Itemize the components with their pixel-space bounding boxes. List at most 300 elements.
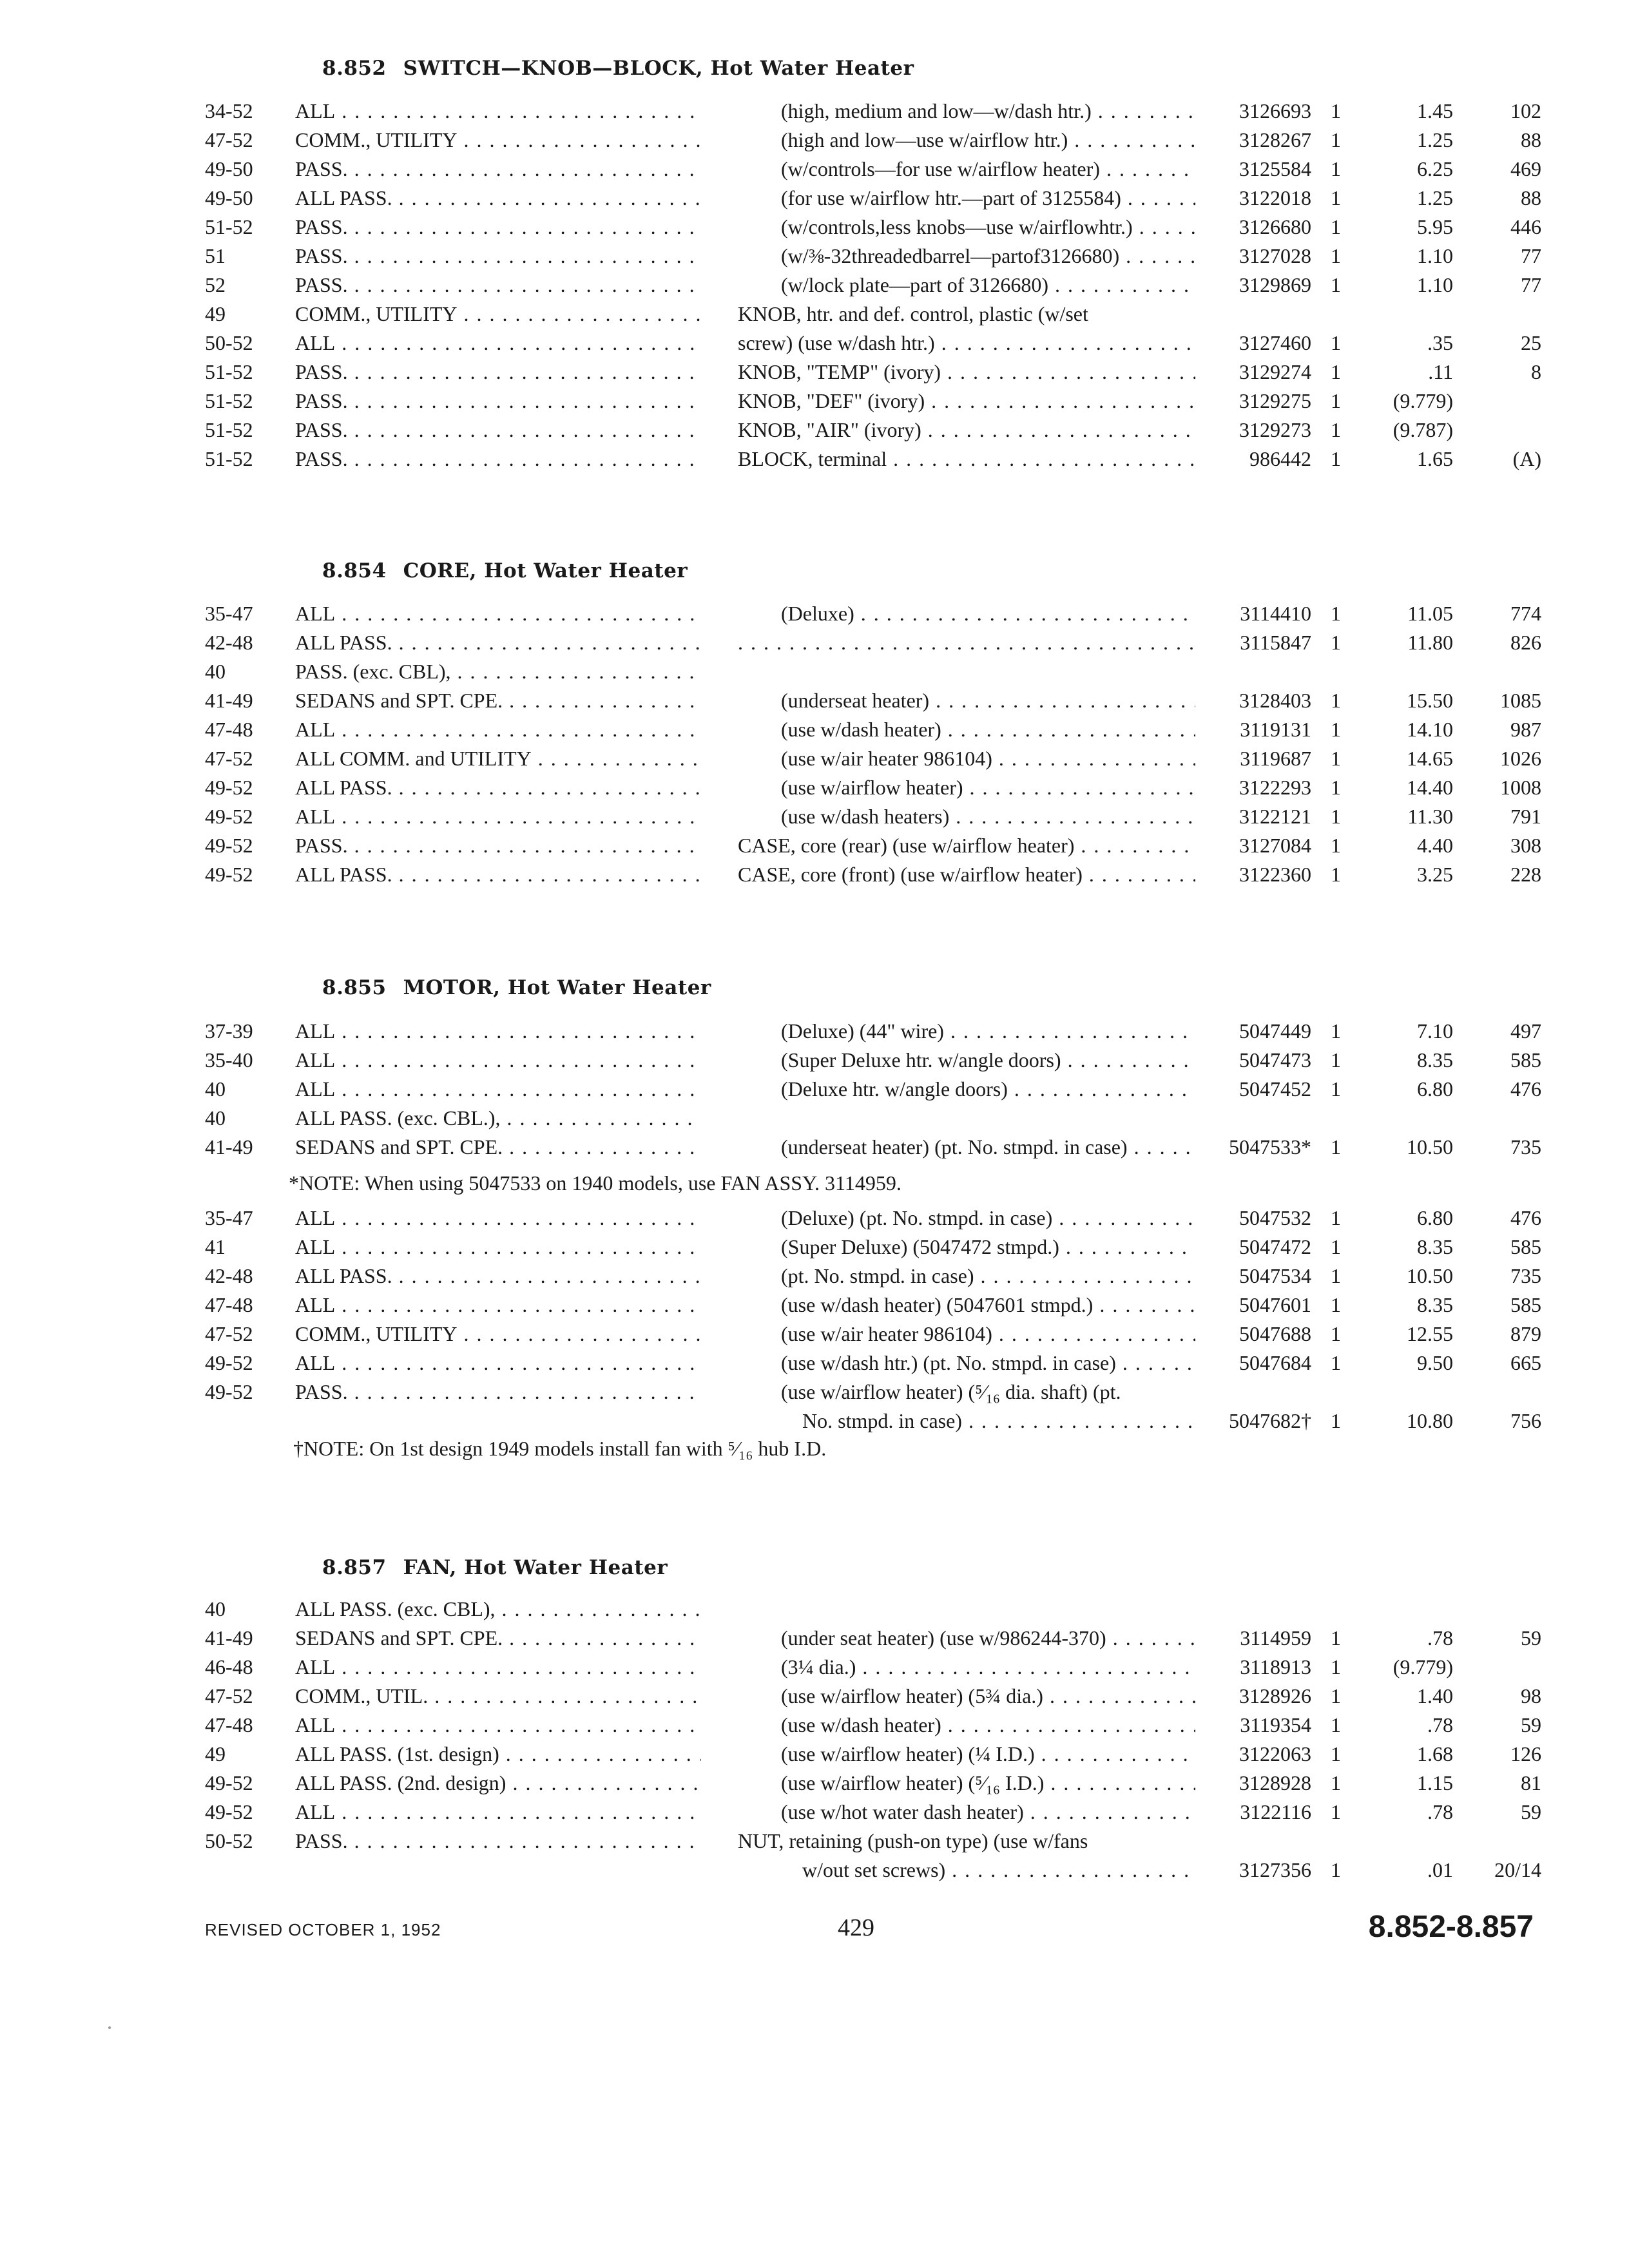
- model-years: 49-52: [205, 805, 253, 828]
- model-text: ALL . . .: [295, 1046, 701, 1075]
- list-price: 8: [1531, 360, 1541, 383]
- price: 1.25: [1417, 128, 1453, 151]
- description-text: CASE, core (rear) (use w/airflow heater) . . .: [738, 831, 1195, 860]
- list-price: 228: [1510, 863, 1541, 886]
- part-number: 3129869: [1239, 273, 1311, 296]
- quantity: 1: [1331, 273, 1341, 296]
- table-row: [0, 184, 1629, 213]
- description-text: (Deluxe) (44" wire) . . .: [781, 1017, 1195, 1046]
- description-text: [738, 628, 1195, 657]
- model-text: PASS. . . .: [295, 445, 701, 474]
- model-text: COMM., UTIL. . . .: [295, 1682, 701, 1711]
- quantity: 1: [1331, 1626, 1341, 1649]
- model-years: 42-48: [205, 1264, 253, 1287]
- model-text: ALL PASS. (2nd. design) . . .: [295, 1769, 701, 1798]
- model-application: [295, 242, 701, 271]
- quantity: 1: [1331, 776, 1341, 799]
- description-text: (w/controls—for use w/airflow heater) . . .: [781, 155, 1195, 184]
- model-years: 49-52: [205, 834, 253, 857]
- part-description: [738, 329, 1195, 358]
- model-years: 35-47: [205, 1206, 253, 1229]
- quantity: 1: [1331, 1713, 1341, 1736]
- part-number: 3126680: [1239, 215, 1311, 238]
- footnote-star: *NOTE: When using 5047533 on 1940 models, use FAN ASSY. 3114959.: [289, 1171, 901, 1195]
- part-number: 3122063: [1239, 1742, 1311, 1765]
- table-row: [0, 744, 1629, 773]
- table-row: [0, 1233, 1629, 1262]
- list-price: 665: [1510, 1351, 1541, 1374]
- model-application: [295, 831, 701, 860]
- model-text: ALL . . .: [295, 1233, 701, 1262]
- model-text: ALL . . .: [295, 599, 701, 628]
- table-row: [0, 1046, 1629, 1075]
- table-row: [0, 1740, 1629, 1769]
- model-text: ALL PASS. (exc. CBL.), . . .: [295, 1104, 701, 1133]
- description-text: screw) (use w/dash htr.) . . .: [738, 329, 1195, 358]
- model-application: [295, 802, 701, 831]
- quantity: 1: [1331, 1077, 1341, 1100]
- table-row: [0, 1407, 1629, 1436]
- model-years: 51-52: [205, 215, 253, 238]
- footnote-dagger: †NOTE: On 1st design 1949 models install fan with ⁵⁄₁₆ hub I.D.: [293, 1437, 827, 1460]
- part-number: 3127028: [1239, 244, 1311, 267]
- description-text: (high, medium and low—w/dash htr.) . . .: [781, 97, 1195, 126]
- page-number: 429: [838, 1914, 874, 1941]
- model-application: [295, 1711, 701, 1740]
- list-price: (A): [1512, 447, 1541, 470]
- model-text: PASS. . . .: [295, 1378, 701, 1407]
- description-text: (use w/dash htr.) (pt. No. stmpd. in case) . . .: [781, 1349, 1195, 1378]
- quantity: 1: [1331, 1048, 1341, 1072]
- section-title: CORE, Hot Water Heater: [403, 559, 688, 582]
- model-years: 41-49: [205, 689, 253, 712]
- part-number: 5047473: [1239, 1048, 1311, 1072]
- part-description: [781, 773, 1195, 802]
- quantity: 1: [1331, 1351, 1341, 1374]
- model-text: COMM., UTILITY . . .: [295, 126, 701, 155]
- part-number: 3122121: [1239, 805, 1311, 828]
- model-years: 51-52: [205, 360, 253, 383]
- part-description: [781, 1682, 1195, 1711]
- model-text: ALL . . .: [295, 1075, 701, 1104]
- description-text: KNOB, "TEMP" (ivory) . . .: [738, 358, 1195, 387]
- table-row: [0, 1827, 1629, 1856]
- model-years: 49-52: [205, 1771, 253, 1794]
- model-application: [295, 1624, 701, 1653]
- model-text: ALL PASS. (1st. design) . . .: [295, 1740, 701, 1769]
- model-application: [295, 657, 701, 686]
- description-text: (use w/airflow heater) (⁵⁄₁₆ dia. shaft) (pt.: [781, 1380, 1121, 1403]
- part-number: 5047533*: [1229, 1135, 1311, 1158]
- description-text: (Super Deluxe htr. w/angle doors) . . .: [781, 1046, 1195, 1075]
- model-application: [295, 686, 701, 715]
- quantity: 1: [1331, 215, 1341, 238]
- list-price: 826: [1510, 631, 1541, 654]
- list-price: 1085: [1500, 689, 1541, 712]
- table-row: [0, 271, 1629, 300]
- table-row: [0, 1291, 1629, 1320]
- part-number: 3119687: [1240, 747, 1311, 770]
- quantity: 1: [1331, 834, 1341, 857]
- part-description: [802, 1856, 1195, 1885]
- table-row: [0, 358, 1629, 387]
- table-row: [0, 329, 1629, 358]
- section-title: MOTOR, Hot Water Heater: [403, 976, 711, 999]
- table-row: [0, 1682, 1629, 1711]
- model-years: 41-49: [205, 1135, 253, 1158]
- part-number: 3122360: [1239, 863, 1311, 886]
- list-price: 308: [1510, 834, 1541, 857]
- model-text: PASS. . . .: [295, 831, 701, 860]
- model-application: [295, 1653, 701, 1682]
- model-years: 52: [205, 273, 226, 296]
- price: 12.55: [1407, 1322, 1453, 1345]
- model-application: [295, 155, 701, 184]
- price: 1.40: [1417, 1684, 1453, 1707]
- quantity: 1: [1331, 1019, 1341, 1043]
- part-description: [781, 599, 1195, 628]
- part-description: [802, 1407, 1195, 1436]
- list-price: 81: [1521, 1771, 1541, 1794]
- part-description: [738, 445, 1195, 474]
- scan-speck: [108, 2026, 111, 2029]
- price: (9.787): [1393, 418, 1453, 441]
- part-description: [781, 1233, 1195, 1262]
- table-row: [0, 97, 1629, 126]
- list-price: 476: [1510, 1077, 1541, 1100]
- part-description: [781, 1798, 1195, 1827]
- description-text: KNOB, "AIR" (ivory) . . .: [738, 416, 1195, 445]
- list-price: 59: [1521, 1713, 1541, 1736]
- part-number: 5047682†: [1229, 1409, 1311, 1432]
- part-number: 3129275: [1239, 389, 1311, 412]
- model-application: [295, 1233, 701, 1262]
- price: 1.65: [1417, 447, 1453, 470]
- table-row: [0, 628, 1629, 657]
- parts-table-8855-a: [0, 1017, 1629, 1162]
- model-application: [295, 184, 701, 213]
- quantity: 1: [1331, 1264, 1341, 1287]
- table-row: [0, 657, 1629, 686]
- section-heading-8852: [322, 57, 914, 80]
- price: 1.10: [1417, 244, 1453, 267]
- model-application: [295, 387, 701, 416]
- price: .78: [1427, 1800, 1453, 1823]
- quantity: 1: [1331, 1206, 1341, 1229]
- part-description: [738, 860, 1195, 889]
- price: 1.10: [1417, 273, 1453, 296]
- table-row: [0, 242, 1629, 271]
- part-number: 3122116: [1240, 1800, 1311, 1823]
- part-number: 3127356: [1239, 1858, 1311, 1881]
- model-years: 47-48: [205, 1293, 253, 1316]
- model-application: [295, 1378, 701, 1407]
- table-row: [0, 860, 1629, 889]
- model-years: 40: [205, 660, 226, 683]
- model-text: PASS. . . .: [295, 358, 701, 387]
- part-description: [781, 1624, 1195, 1653]
- model-application: [295, 860, 701, 889]
- price: 1.15: [1417, 1771, 1453, 1794]
- table-row: [0, 1378, 1629, 1407]
- list-price: 756: [1510, 1409, 1541, 1432]
- model-text: PASS. . . .: [295, 155, 701, 184]
- part-number: 5047472: [1239, 1235, 1311, 1258]
- list-price: 585: [1510, 1235, 1541, 1258]
- description-text: (use w/air heater 986104) . . .: [781, 1320, 1195, 1349]
- model-years: 47-52: [205, 1684, 253, 1707]
- part-number: 3126693: [1239, 99, 1311, 122]
- description-text: (use w/airflow heater) (⁵⁄₁₆ I.D.) . . .: [781, 1769, 1195, 1798]
- model-years: 50-52: [205, 1829, 253, 1852]
- model-application: [295, 1104, 701, 1133]
- description-text: (Deluxe) . . .: [781, 599, 1195, 628]
- section-heading-8855: [322, 976, 711, 999]
- model-years: 51-52: [205, 447, 253, 470]
- part-number: 5047684: [1239, 1351, 1311, 1374]
- list-price: 879: [1510, 1322, 1541, 1345]
- list-price: 77: [1521, 244, 1541, 267]
- model-text: PASS. (exc. CBL), . . .: [295, 657, 701, 686]
- list-price: 77: [1521, 273, 1541, 296]
- part-description: [738, 831, 1195, 860]
- model-text: ALL PASS. . . .: [295, 628, 701, 657]
- model-years: 49-50: [205, 157, 253, 180]
- model-application: [295, 628, 701, 657]
- model-text: COMM., UTILITY . . .: [295, 1320, 701, 1349]
- part-number: 3128267: [1239, 128, 1311, 151]
- model-years: 46-48: [205, 1655, 253, 1678]
- part-description: [781, 1740, 1195, 1769]
- part-description: [781, 1017, 1195, 1046]
- table-row: [0, 1017, 1629, 1046]
- parts-table-8852: [0, 97, 1629, 474]
- table-row: [0, 1075, 1629, 1104]
- quantity: 1: [1331, 244, 1341, 267]
- model-years: 49: [205, 302, 226, 325]
- price: (9.779): [1393, 1655, 1453, 1678]
- price: 6.80: [1417, 1206, 1453, 1229]
- model-application: [295, 271, 701, 300]
- model-application: [295, 126, 701, 155]
- quantity: 1: [1331, 186, 1341, 209]
- model-text: ALL COMM. and UTILITY . . .: [295, 744, 701, 773]
- description-text: (use w/dash heaters) . . .: [781, 802, 1195, 831]
- model-application: [295, 1133, 701, 1162]
- table-row: [0, 416, 1629, 445]
- part-number: 3114959: [1240, 1626, 1311, 1649]
- price: 11.05: [1407, 602, 1453, 625]
- part-number: 3129274: [1239, 360, 1311, 383]
- price: 7.10: [1417, 1019, 1453, 1043]
- part-description: [781, 1291, 1195, 1320]
- part-number: 5047534: [1239, 1264, 1311, 1287]
- model-text: ALL . . .: [295, 802, 701, 831]
- description-text: (pt. No. stmpd. in case) . . .: [781, 1262, 1195, 1291]
- model-text: ALL . . .: [295, 97, 701, 126]
- quantity: 1: [1331, 1684, 1341, 1707]
- model-years: 49-50: [205, 186, 253, 209]
- price: 4.40: [1417, 834, 1453, 857]
- list-price: 1008: [1500, 776, 1541, 799]
- description-text: (use w/airflow heater) . . .: [781, 773, 1195, 802]
- price: .35: [1427, 331, 1453, 354]
- model-application: [295, 1075, 701, 1104]
- list-price: 585: [1510, 1293, 1541, 1316]
- model-years: 47-48: [205, 718, 253, 741]
- model-years: 49-52: [205, 1800, 253, 1823]
- model-years: 49-52: [205, 1380, 253, 1403]
- part-description: [781, 155, 1195, 184]
- model-application: [295, 445, 701, 474]
- description-text: (use w/air heater 986104) . . .: [781, 744, 1195, 773]
- section-heading-8854: [322, 559, 688, 582]
- quantity: 1: [1331, 1409, 1341, 1432]
- quantity: 1: [1331, 1771, 1341, 1794]
- model-application: [295, 1204, 701, 1233]
- model-years: 47-48: [205, 1713, 253, 1736]
- model-application: [295, 300, 701, 329]
- quantity: 1: [1331, 1742, 1341, 1765]
- quantity: 1: [1331, 331, 1341, 354]
- model-text: PASS. . . .: [295, 213, 701, 242]
- description-text: (underseat heater) (pt. No. stmpd. in case) . . .: [781, 1133, 1195, 1162]
- model-years: 49-52: [205, 776, 253, 799]
- part-description: [781, 97, 1195, 126]
- model-application: [295, 1798, 701, 1827]
- part-description: [781, 1769, 1195, 1798]
- model-application: [295, 744, 701, 773]
- model-application: [295, 1046, 701, 1075]
- model-years: 51-52: [205, 418, 253, 441]
- model-application: [295, 1017, 701, 1046]
- revised-date: REVISED OCTOBER 1, 1952: [205, 1920, 441, 1939]
- part-description: [738, 300, 1195, 329]
- section-number: 8.857: [322, 1556, 387, 1579]
- model-years: 50-52: [205, 331, 253, 354]
- table-row: [0, 802, 1629, 831]
- table-row: [0, 686, 1629, 715]
- list-price: 791: [1510, 805, 1541, 828]
- quantity: 1: [1331, 157, 1341, 180]
- part-number: 5047688: [1239, 1322, 1311, 1345]
- part-number: 5047449: [1239, 1019, 1311, 1043]
- price: 10.50: [1407, 1264, 1453, 1287]
- parts-table-8854: [0, 599, 1629, 889]
- part-description: [781, 1262, 1195, 1291]
- model-years: 42-48: [205, 631, 253, 654]
- description-text: (Deluxe htr. w/angle doors) . . .: [781, 1075, 1195, 1104]
- model-application: [295, 1320, 701, 1349]
- description-text: (w/lock plate—part of 3126680) . . .: [781, 271, 1195, 300]
- price: 6.80: [1417, 1077, 1453, 1100]
- list-price: 497: [1510, 1019, 1541, 1043]
- part-number: 3127084: [1239, 834, 1311, 857]
- model-text: ALL . . .: [295, 1204, 701, 1233]
- model-application: [295, 1769, 701, 1798]
- table-row: [0, 387, 1629, 416]
- quantity: 1: [1331, 1322, 1341, 1345]
- section-title: FAN, Hot Water Heater: [403, 1556, 668, 1579]
- model-text: PASS. . . .: [295, 416, 701, 445]
- quantity: 1: [1331, 1135, 1341, 1158]
- model-text: ALL . . .: [295, 1349, 701, 1378]
- price: .01: [1427, 1858, 1453, 1881]
- model-years: 51-52: [205, 389, 253, 412]
- part-description: [781, 802, 1195, 831]
- model-years: 34-52: [205, 99, 253, 122]
- part-number: 3129273: [1239, 418, 1311, 441]
- part-description: [738, 628, 1195, 657]
- price: 8.35: [1417, 1293, 1453, 1316]
- quantity: 1: [1331, 360, 1341, 383]
- list-price: 98: [1521, 1684, 1541, 1707]
- table-row: [0, 1769, 1629, 1798]
- part-description: [738, 416, 1195, 445]
- part-description: [781, 184, 1195, 213]
- model-text: ALL . . .: [295, 1017, 701, 1046]
- part-number: 3122018: [1239, 186, 1311, 209]
- description-text: (under seat heater) (use w/986244-370) . . .: [781, 1624, 1195, 1653]
- model-application: [295, 1740, 701, 1769]
- price: 9.50: [1417, 1351, 1453, 1374]
- description-text: (use w/airflow heater) (¼ I.D.) . . .: [781, 1740, 1195, 1769]
- model-years: 37-39: [205, 1019, 253, 1043]
- quantity: 1: [1331, 805, 1341, 828]
- model-application: [295, 358, 701, 387]
- model-application: [295, 1595, 701, 1624]
- model-years: 47-52: [205, 128, 253, 151]
- model-years: 40: [205, 1597, 226, 1620]
- quantity: 1: [1331, 747, 1341, 770]
- table-row: [0, 1856, 1629, 1885]
- description-text: (use w/dash heater) . . .: [781, 715, 1195, 744]
- part-description: [781, 1133, 1195, 1162]
- table-row: [0, 1349, 1629, 1378]
- quantity: 1: [1331, 389, 1341, 412]
- quantity: 1: [1331, 718, 1341, 741]
- part-description: [781, 715, 1195, 744]
- price: 8.35: [1417, 1235, 1453, 1258]
- price: 3.25: [1417, 863, 1453, 886]
- list-price: 126: [1510, 1742, 1541, 1765]
- table-row: [0, 1711, 1629, 1740]
- model-text: PASS. . . .: [295, 1827, 701, 1856]
- part-number: 3128403: [1239, 689, 1311, 712]
- description-text: (3¼ dia.) . . .: [781, 1653, 1195, 1682]
- part-description: [781, 1204, 1195, 1233]
- table-row: [0, 715, 1629, 744]
- price: 5.95: [1417, 215, 1453, 238]
- model-text: ALL . . .: [295, 715, 701, 744]
- price: 14.65: [1407, 747, 1453, 770]
- description-text: w/out set screws) . . .: [802, 1856, 1195, 1885]
- model-years: 47-52: [205, 1322, 253, 1345]
- model-text: ALL PASS. . . .: [295, 860, 701, 889]
- model-text: ALL PASS. . . .: [295, 184, 701, 213]
- model-application: [295, 1291, 701, 1320]
- price: 1.68: [1417, 1742, 1453, 1765]
- part-description: [738, 358, 1195, 387]
- list-price: 88: [1521, 128, 1541, 151]
- section-title: SWITCH—KNOB—BLOCK, Hot Water Heater: [403, 57, 914, 80]
- list-price: 774: [1510, 602, 1541, 625]
- model-text: ALL . . .: [295, 329, 701, 358]
- price: 1.45: [1417, 99, 1453, 122]
- section-number: 8.855: [322, 976, 387, 999]
- description-text: (high and low—use w/airflow htr.) . . .: [781, 126, 1195, 155]
- description-text: (use w/dash heater) (5047601 stmpd.) . . .: [781, 1291, 1195, 1320]
